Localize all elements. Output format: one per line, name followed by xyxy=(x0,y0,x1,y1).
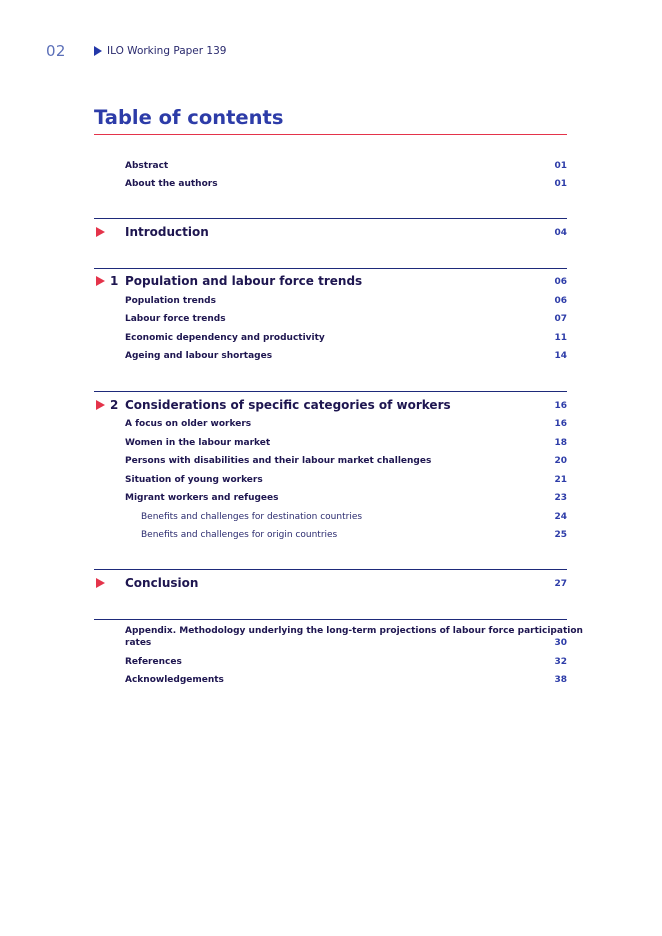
toc-entry-label: Women in the labour market xyxy=(125,438,271,448)
toc-entry-introduction[interactable] xyxy=(94,225,567,241)
toc-entry-references[interactable] xyxy=(94,657,567,673)
toc-entry-page: 16 xyxy=(554,419,567,429)
section-divider xyxy=(94,268,567,269)
toc-entry-page: 20 xyxy=(554,456,567,466)
toc-entry-page: 16 xyxy=(554,401,567,411)
toc-entry-page: 38 xyxy=(554,675,567,685)
chapter-number: 1 xyxy=(110,274,119,288)
toc-entry-appendix[interactable] xyxy=(94,626,583,654)
toc-entry-page: 06 xyxy=(554,296,567,306)
toc-entry-conclusion[interactable] xyxy=(94,576,567,592)
section-triangle-icon xyxy=(96,578,105,588)
section-triangle-icon xyxy=(96,400,105,410)
toc-entry-women-labour-market[interactable] xyxy=(94,438,567,454)
toc-entry-older-workers[interactable] xyxy=(94,419,567,435)
toc-entry-page: 04 xyxy=(554,228,567,238)
play-triangle-icon xyxy=(94,46,102,56)
title-divider xyxy=(94,134,567,135)
toc-entry-page: 24 xyxy=(554,512,567,522)
section-divider xyxy=(94,218,567,219)
section-triangle-icon xyxy=(96,227,105,237)
toc-entry-label: Situation of young workers xyxy=(125,475,263,485)
toc-entry-label: About the authors xyxy=(125,179,218,189)
toc-entry-page: 14 xyxy=(554,351,567,361)
toc-entry-label: References xyxy=(125,657,182,667)
page-number: 02 xyxy=(46,42,66,60)
toc-entry-label: Migrant workers and refugees xyxy=(125,493,279,503)
toc-entry-label: Benefits and challenges for destination countries xyxy=(141,512,363,522)
toc-entry-page: 18 xyxy=(554,438,567,448)
toc-entry-acknowledgements[interactable] xyxy=(94,675,567,691)
toc-entry-page: 21 xyxy=(554,475,567,485)
section-triangle-icon xyxy=(96,276,105,286)
toc-entry-label: Appendix. Methodology underlying the long-term projections of labour force participation xyxy=(125,626,583,636)
running-head-text: ILO Working Paper 139 xyxy=(107,45,227,57)
toc-entry-page: 06 xyxy=(554,277,567,287)
toc-entry-label: Conclusion xyxy=(125,576,199,590)
section-divider xyxy=(94,619,567,620)
toc-entry-label: Abstract xyxy=(125,161,169,171)
toc-entry-label: Ageing and labour shortages xyxy=(125,351,273,361)
toc-entry-migrant-workers[interactable] xyxy=(94,493,567,509)
toc-entry-page: 30 xyxy=(554,638,567,648)
toc-entry-chapter-2[interactable] xyxy=(94,398,567,414)
toc-entry-page: 27 xyxy=(554,579,567,589)
toc-entry-page: 23 xyxy=(554,493,567,503)
toc-entry-page: 25 xyxy=(554,530,567,540)
toc-entry-label: Population and labour force trends xyxy=(125,274,363,288)
toc-entry-destination-countries[interactable] xyxy=(94,512,567,528)
toc-entry-abstract[interactable] xyxy=(94,161,567,177)
page-title: Table of contents xyxy=(94,106,284,129)
toc-entry-young-workers[interactable] xyxy=(94,475,567,491)
toc-entry-label: A focus on older workers xyxy=(125,419,252,429)
toc-entry-persons-disabilities[interactable] xyxy=(94,456,567,472)
toc-entry-label: Considerations of specific categories of workers xyxy=(125,398,451,412)
section-divider xyxy=(94,569,567,570)
toc-entry-economic-dependency[interactable] xyxy=(94,333,567,349)
toc-entry-label: Population trends xyxy=(125,296,216,306)
toc-entry-label: Introduction xyxy=(125,225,209,239)
toc-entry-label: Acknowledgements xyxy=(125,675,224,685)
toc-entry-label: Labour force trends xyxy=(125,314,226,324)
toc-entry-label: Benefits and challenges for origin countries xyxy=(141,530,338,540)
toc-entry-page: 07 xyxy=(554,314,567,324)
toc-entry-page: 01 xyxy=(554,179,567,189)
toc-entry-about-authors[interactable] xyxy=(94,179,567,195)
running-head xyxy=(94,45,226,57)
toc-entry-labour-force-trends[interactable] xyxy=(94,314,567,330)
toc-entry-ageing-labour-shortages[interactable] xyxy=(94,351,567,367)
toc-entry-origin-countries[interactable] xyxy=(94,530,567,546)
toc-entry-page: 01 xyxy=(554,161,567,171)
toc-entry-label-continued: rates xyxy=(125,638,152,648)
toc-entry-chapter-1[interactable] xyxy=(94,274,567,290)
chapter-number: 2 xyxy=(110,398,119,412)
section-divider xyxy=(94,391,567,392)
toc-entry-label: Persons with disabilities and their labour market challenges xyxy=(125,456,432,466)
toc-entry-page: 11 xyxy=(554,333,567,343)
toc-entry-population-trends[interactable] xyxy=(94,296,567,312)
toc-entry-label: Economic dependency and productivity xyxy=(125,333,325,343)
toc-entry-page: 32 xyxy=(554,657,567,667)
